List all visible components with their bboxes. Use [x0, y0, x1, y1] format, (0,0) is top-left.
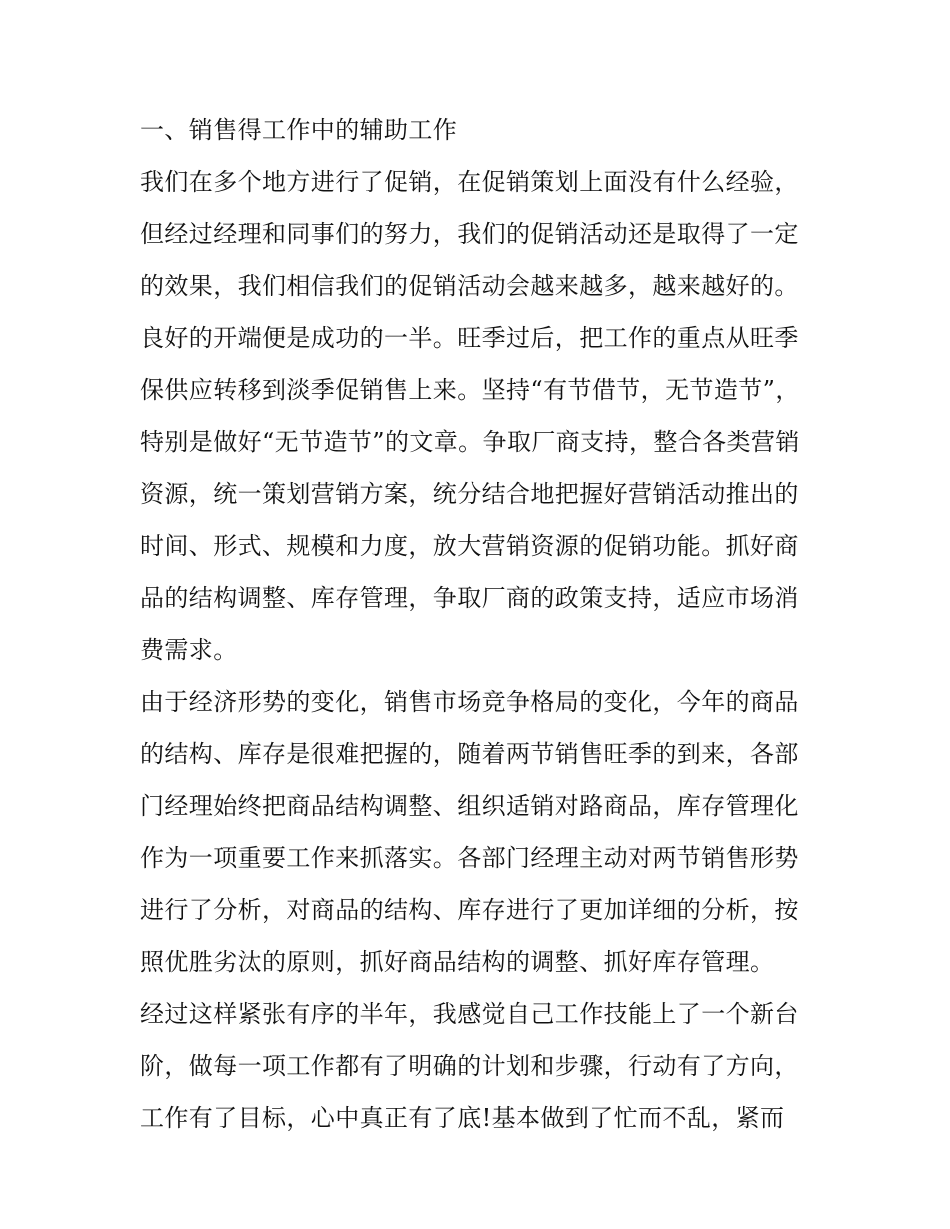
- text-line: 我们在多个地方进行了促销，在促销策划上面没有什么经验，: [140, 168, 799, 196]
- text-line: 由于经济形势的变化，销售市场竞争格局的变化，今年的商品: [140, 688, 799, 716]
- text-line: 的结构、库存是很难把握的，随着两节销售旺季的到来，各部: [140, 740, 799, 768]
- text-line: 阶，做每一项工作都有了明确的计划和步骤，行动有了方向，: [140, 1052, 799, 1080]
- text-line: 特别是做好“无节造节”的文章。争取厂商支持，整合各类营销: [140, 428, 800, 456]
- text-line: 良好的开端便是成功的一半。旺季过后，把工作的重点从旺季: [140, 324, 799, 352]
- text-line: 门经理始终把商品结构调整、组织适销对路商品，库存管理化: [140, 792, 799, 820]
- text-line: 作为一项重要工作来抓落实。各部门经理主动对两节销售形势: [140, 844, 799, 872]
- text-line: 但经过经理和同事们的努力，我们的促销活动还是取得了一定: [140, 220, 799, 248]
- text-line: 时间、形式、规模和力度，放大营销资源的促销功能。抓好商: [140, 532, 799, 560]
- text-line: 费需求。: [140, 636, 238, 664]
- text-line: 的效果，我们相信我们的促销活动会越来越多，越来越好的。: [140, 272, 799, 300]
- section-heading: 一、销售得工作中的辅助工作: [140, 116, 458, 144]
- text-line: 工作有了目标，心中真正有了底!基本做到了忙而不乱，紧而: [140, 1104, 785, 1132]
- text-line: 照优胜劣汰的原则，抓好商品结构的调整、抓好库存管理。: [140, 948, 775, 976]
- text-line: 经过这样紧张有序的半年，我感觉自己工作技能上了一个新台: [140, 1000, 799, 1028]
- text-line: 进行了分析，对商品的结构、库存进行了更加详细的分析，按: [140, 896, 799, 924]
- text-line: 保供应转移到淡季促销售上来。坚持“有节借节，无节造节”，: [140, 376, 800, 404]
- text-line: 品的结构调整、库存管理，争取厂商的政策支持，适应市场消: [140, 584, 799, 612]
- text-line: 资源，统一策划营销方案，统分结合地把握好营销活动推出的: [140, 480, 799, 508]
